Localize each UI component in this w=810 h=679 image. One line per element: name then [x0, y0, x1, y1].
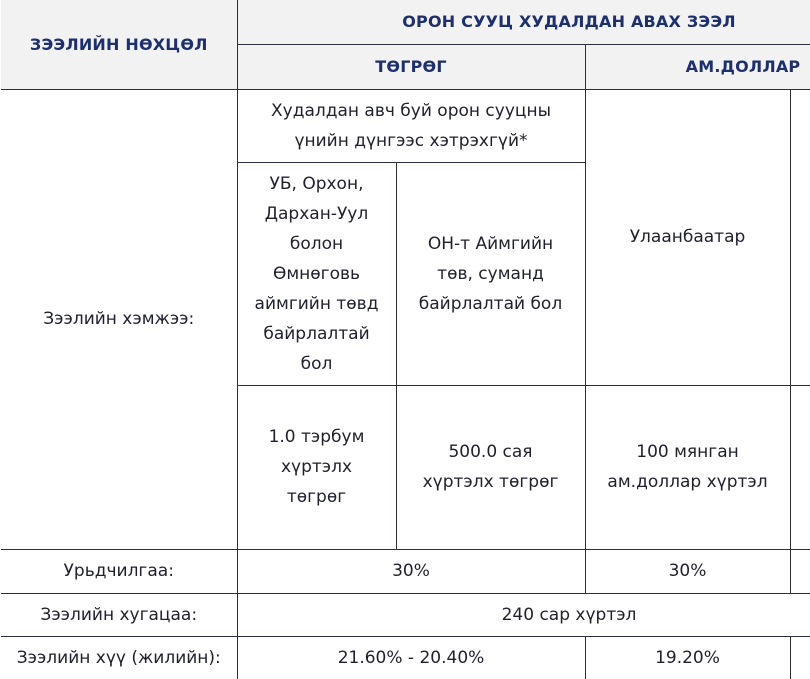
- amount-region-b: ОН-т Аймгийн төв, суманд байрлалтай бол: [396, 162, 585, 385]
- amount-usd-region-extra: [790, 89, 810, 385]
- term-label: Зээлийн хугацаа:: [1, 593, 237, 636]
- rate-mnt: 21.60% - 20.40%: [237, 636, 585, 679]
- down-payment-usd: 30%: [585, 549, 790, 593]
- amount-mnt-condition: Худалдан авч буй орон сууцны үнийн дүнгээс хэтрэхгүй*: [237, 89, 585, 162]
- amount-region-a: УБ, Орхон, Дархан-Уул болон Өмнөговь аймгийн төвд байрлалтай бол: [237, 162, 396, 385]
- down-payment-mnt: 30%: [237, 549, 585, 593]
- amount-label: Зээлийн хэмжээ:: [1, 89, 237, 549]
- loan-conditions-table: [1, 0, 810, 679]
- rate-label: Зээлийн хүү (жилийн):: [1, 636, 237, 679]
- term-value: 240 сар хүртэл: [237, 593, 810, 636]
- amount-usd-region: Улаанбаатар: [585, 89, 790, 385]
- currency-mnt-header: ТӨГРӨГ: [237, 44, 585, 89]
- down-payment-extra: [790, 549, 810, 593]
- amount-limit-a: 1.0 тэрбум хүртэлх төгрөг: [237, 385, 396, 549]
- amount-limit-b: 500.0 сая хүртэлх төгрөг: [396, 385, 585, 549]
- rate-extra: [790, 636, 810, 679]
- amount-limit-usd: 100 мянган ам.доллар хүртэл: [585, 385, 790, 549]
- amount-limit-extra: [790, 385, 810, 549]
- param-header: ЗЭЭЛИЙН НӨХЦӨЛ: [1, 0, 237, 89]
- rate-usd: 19.20%: [585, 636, 790, 679]
- currency-usd-header: АМ.ДОЛЛАР: [585, 44, 810, 89]
- loan-type-header: ОРОН СУУЦ ХУДАЛДАН АВАХ ЗЭЭЛ: [237, 0, 810, 44]
- down-payment-label: Урьдчилгаа:: [1, 549, 237, 593]
